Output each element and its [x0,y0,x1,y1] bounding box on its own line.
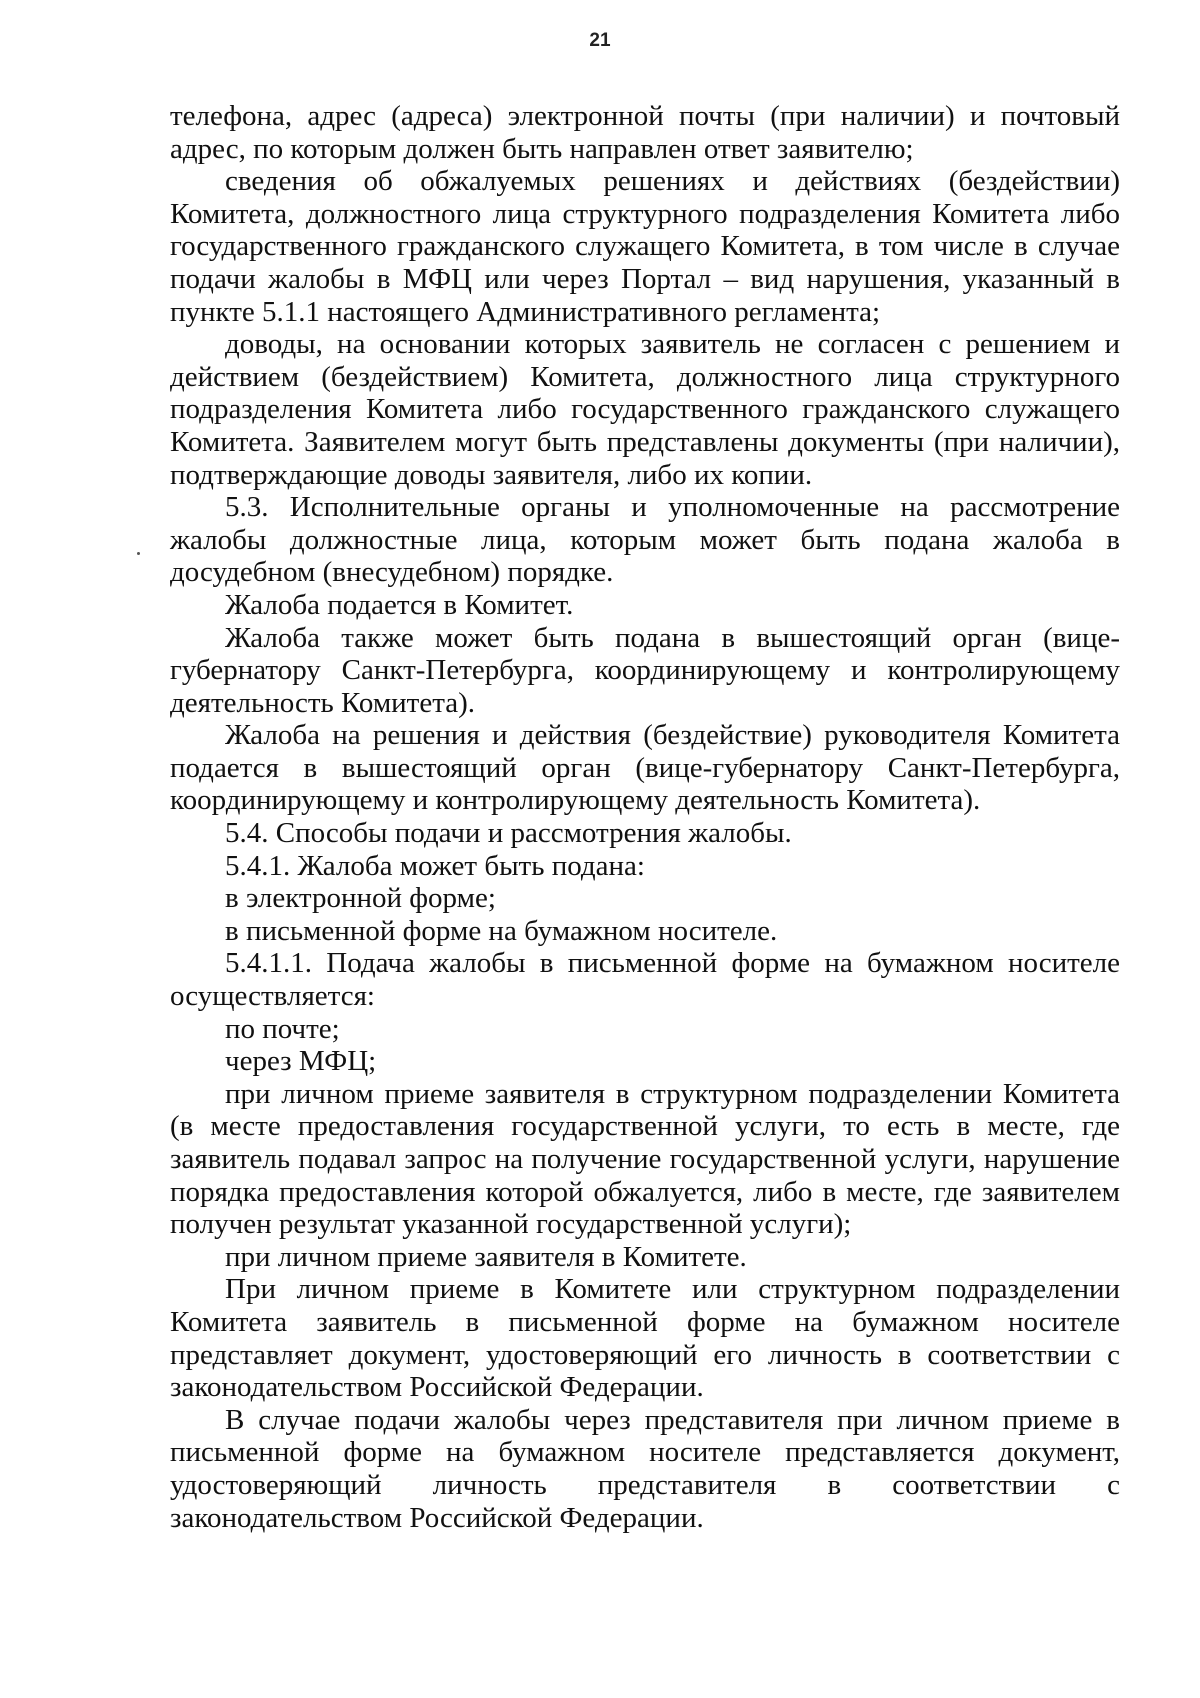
paragraph: при личном приеме заявителя в Комитете. [225,1240,747,1273]
paragraph: доводы, на основании которых заявитель не согласен с решением и действием (бездействием) Комитета, должностного лица структурного подразделения Комитета либо государственного гражданского служащего Комитета. Заявителем могут быть представлены документы (при наличии), подтверждающие доводы заявителя, либо их копии. [170,328,1120,491]
document-body [170,100,1120,1534]
paragraph: через МФЦ; [225,1045,377,1078]
paragraph: 5.4. Способы подачи и рассмотрения жалобы. [225,817,792,850]
paragraph: сведения об обжалуемых решениях и действиях (бездействии) Комитета, должностного лица структурного подразделения Комитета либо государственного гражданского служащего Комитета, в том числе в случае подачи жалобы в МФЦ или через Портал – вид нарушения, указанный в пункте 5.1.1 настоящего Административного регламента; [170,165,1120,328]
paragraph: в письменной форме на бумажном носителе. [225,914,778,947]
paragraph: Жалоба также может быть подана в вышестоящий орган (вице-губернатору Санкт-Петербурга, координирующему и контролирующему деятельность Комитета). [170,621,1120,719]
page-number: 21 [589,30,611,51]
paragraph: по почте; [225,1012,340,1045]
paragraph: телефона, адрес (адреса) электронной почты (при наличии) и почтовый адрес, по которым должен быть направлен ответ заявителю; [170,100,1120,165]
paragraph: в электронной форме; [225,882,496,915]
paragraph: Жалоба на решения и действия (бездействие) руководителя Комитета подается в вышестоящий орган (вице-губернатору Санкт-Петербурга, координирующему и контролирующему деятельность Комитета). [170,719,1120,817]
paragraph: При личном приеме в Комитете или структурном подразделении Комитета заявитель в письменной форме на бумажном носителе представляет документ, удостоверяющий его личность в соответствии с законодательством Российской Федерации. [170,1273,1120,1404]
paragraph: В случае подачи жалобы через представителя при личном приеме в письменной форме на бумажном носителе представляется документ, удостоверяющий личность представителя в соответствии с законодательством Российской Федерации. [170,1403,1120,1534]
paragraph: 5.3. Исполнительные органы и уполномоченные на рассмотрение жалобы должностные лица, которым может быть подана жалоба в досудебном (внесудебном) порядке. [170,491,1120,589]
paragraph: 5.4.1.1. Подача жалобы в письменной форме на бумажном носителе осуществляется: [170,947,1120,1013]
paragraph: Жалоба подается в Комитет. [225,588,574,621]
scan-artifact-dot [137,552,140,555]
paragraph: 5.4.1. Жалоба может быть подана: [225,849,645,882]
paragraph: при личном приеме заявителя в структурном подразделении Комитета (в месте предоставления государственной услуги, то есть в месте, где заявитель подавал запрос на получение государственной услуги, нарушение порядка предоставления которой обжалуется, либо в месте, где заявителем получен результат указанной государственной услуги); [170,1077,1120,1241]
